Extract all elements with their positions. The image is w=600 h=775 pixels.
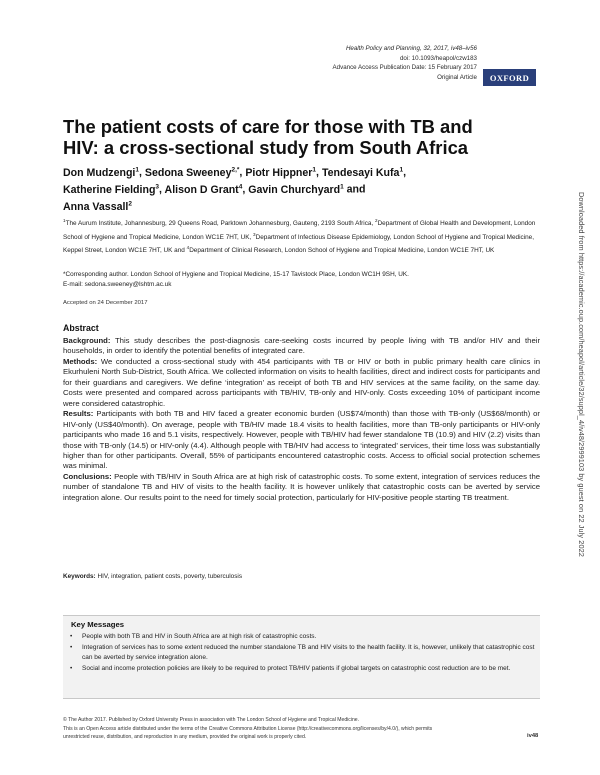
list-item: • Integration of services has to some extent reduced the number standalone TB and HIV visits to the health facility. It is, however, unlikely that catastrophic cost can be averted by service integration alone.	[70, 643, 535, 662]
author[interactable]: Tendesayi Kufa$^1$	[321, 166, 404, 179]
journal-doi[interactable]: doi: 10.1093/heapol/czw183	[399, 54, 477, 62]
abstract-results: Results: Participants with both TB and HIV faced a greater economic burden (US$74/month) than those with TB-only (US$68/month) or HIV-only (US$40/month). On average, people with TB/HIV made 18.4 visits to health facilities, more than TB-only participants or HIV-only participants who made 16 and 5.1 visits, respectively. However, people with TB/HIV had fewer standalone TB (10.9) and HIV (2.2) visits than those with TB-only (14.5) or HIV-only (4.4). Although people with TB/HIV had access to ‘integrated’ services, their time loss was substantially higher than for other participants. Overall, 55% of participants encountered catastrophic costs. Access to official social protection schemes was minimal.	[63, 409, 540, 471]
page-number: iv48	[527, 733, 539, 739]
abstract-body	[63, 336, 540, 503]
bullet-icon: •	[70, 643, 73, 651]
author[interactable]: Anna Vassall$^2$	[63, 200, 132, 213]
author[interactable]: Gavin Churchyard$^1$	[248, 183, 344, 196]
abstract-heading: Abstract	[63, 323, 99, 333]
oxford-logo: OXFORD	[483, 69, 536, 86]
copyright-footer: © The Author 2017. Published by Oxford University Press in association with The London School of Hygiene and Tropical Medicine. This is an Open Access article distributed under the terms of the Creative Commons Attribution License (http://creativecommons.org/licenses/by/4.0/), which permits unrestricted reuse, distribution, and reproduction in any medium, provided the original work is properly cited.	[63, 717, 433, 741]
journal-citation: Health Policy and Planning, 32, 2017, iv48–iv56	[345, 45, 477, 52]
author[interactable]: Piotr Hippner$^1$	[245, 166, 317, 179]
author[interactable]: Don Mudzengi$^1$	[63, 166, 140, 179]
journal-header	[333, 44, 477, 82]
accepted-date: Accepted on 24 December 2017	[63, 300, 148, 306]
bullet-icon: •	[70, 664, 73, 672]
corresponding-author	[63, 270, 541, 290]
key-messages-heading: Key Messages	[71, 620, 124, 629]
abstract-methods: Methods: We conducted a cross-sectional study with 454 participants with TB or HIV or both in public primary health care clinics in Ekurhuleni North Sub-District, South Africa. We collected information on visits to health facilities, direct and indirect costs for participants and for their guardians and caregivers. We define ‘integration’ as receipt of both TB and HIV services at the same facility, on the same day. Costs were presented and compared across participants with TB/HIV, TB-only and HIV-only. Costs exceeding 10% of participant income were considered catastrophic.	[63, 356, 541, 408]
corresponding-email[interactable]: E-mail: sedona.sweeney@lshtm.ac.uk	[63, 281, 172, 289]
author[interactable]: Sedona Sweeney$^{2,*}$	[144, 166, 240, 179]
download-note: Downloaded from https://academic.oup.com/heapol/article/32/suppl_4/iv48/2999103 by guest on 22 July 2022	[577, 192, 586, 557]
list-item: • Social and income protection policies are likely to be required to protect TB/HIV patients if global targets on catastrophic cost reduction are to be met.	[63, 664, 536, 675]
abstract-conclusions: Conclusions: People with TB/HIV in South Africa are at high risk of catastrophic costs. To some extent, integration of services reduces the number of standalone TB and HIV of visits to the health facility. It is however unlikely that catastrophic costs can be averted by service integration alone. Our results point to the need for timely social protection, particularly for HIV-positive people starting TB treatment.	[63, 471, 540, 502]
corresponding-address: *Corresponding author. London School of Hygiene and Tropical Medicine, 15-17 Tavistock Place, London WC1H 9SH, UK.	[63, 271, 409, 278]
keywords: Keywords: HIV, integration, patient costs, poverty, tuberculosis	[63, 573, 243, 580]
article-title: The patient costs of care for those with TB and HIV: a cross-sectional study from South Africa	[63, 116, 473, 158]
bullet-icon: •	[70, 633, 73, 640]
author[interactable]: Katherine Fielding$^3$	[63, 183, 160, 196]
article-type: Original Article	[437, 73, 477, 81]
abstract-background: Background: This study describes the post-diagnosis care-seeking costs incurred by people living with TB and/or HIV and their households, in order to identify the potential benefits of integrated care.	[63, 336, 540, 356]
affiliations: $^1$The Aurum Institute, Johannesburg, 29 Queens Road, Parktown Johannesburg, Gauteng, 2193 South Africa, $^2$Department of Global Health and Development, London School of Hygiene and Tropical Medicine, London WC1E 7HT, UK, $^3$Department of Infectious Disease Epidemiology, London School of Hygiene and Tropical Medicine, Keppel Street, London WC1E 7HT, UK and $^4$Department of Clinical Research, London School of Hygiene and Tropical Medicine, London WC1E 7HT, UK	[63, 218, 536, 255]
author-list: Don Mudzengi$^1$, Sedona Sweeney$^{2,*}$, Piotr Hippner$^1$, Tendesayi Kufa$^1$, Katherine Fielding$^3$, Alison D Grant$^4$, Gavin Churchyard$^1$ and Anna Vassall$^2$	[63, 166, 407, 213]
publication-date: Advance Access Publication Date: 15 February 2017	[332, 64, 477, 72]
key-messages-list	[63, 632, 536, 674]
list-item: • People with both TB and HIV in South Africa are at high risk of catastrophic costs.	[63, 632, 536, 643]
author[interactable]: Alison D Grant$^4$	[164, 183, 243, 196]
